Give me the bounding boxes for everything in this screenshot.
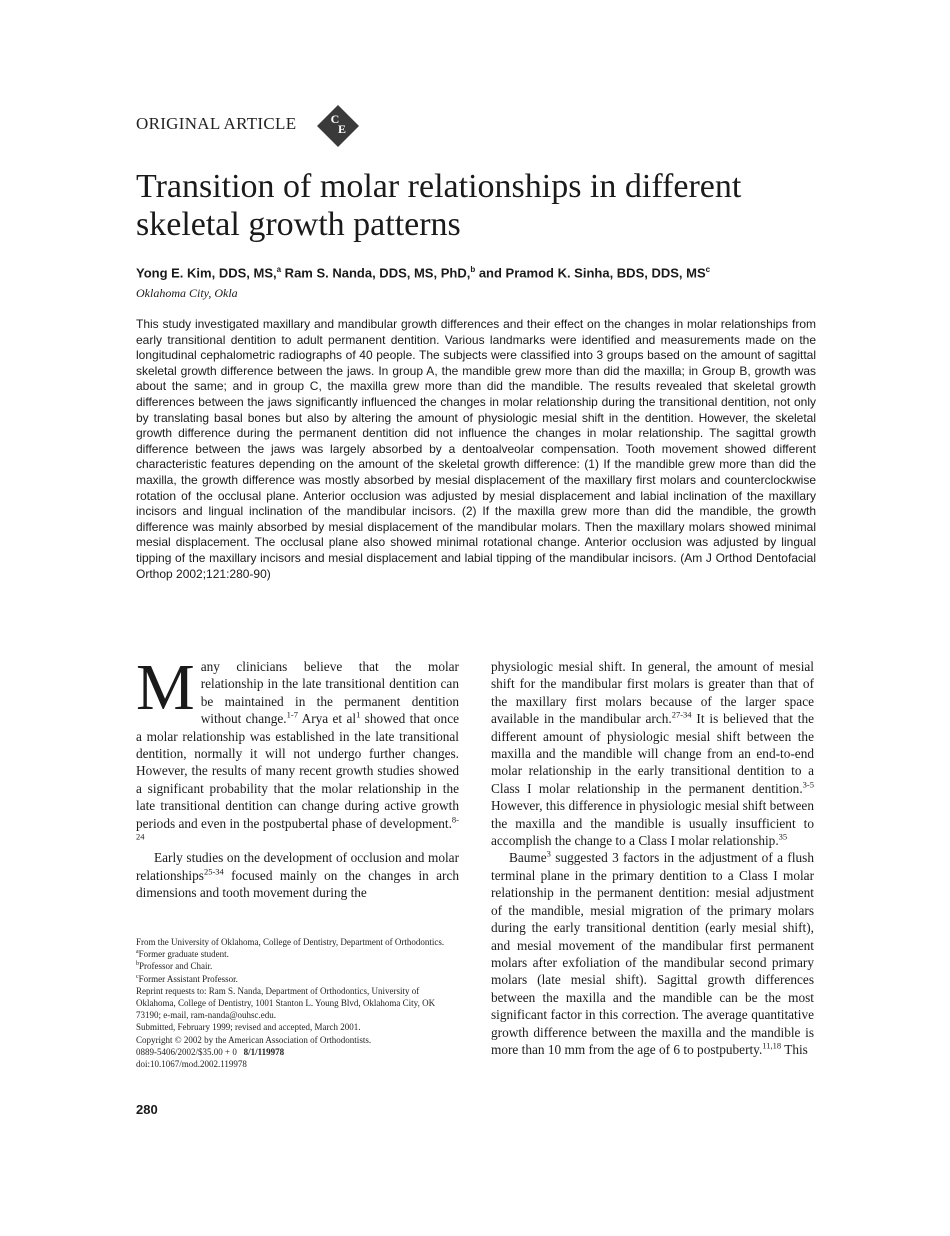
body-text: It is believed that the different amount of physiologic mesial shift between the maxilla and the mandible will change from an end-to-end molar relationship in the early transitional dentition to a Class I molar relationship in the permanent dentition. (491, 711, 814, 796)
body-text: any clinicians believe that the molar relationship in the late transitional dentition can be maintained in the permanent dentition without change. (200, 659, 459, 727)
issn-text: 0889-5406/2002/$35.00 + 0 (136, 1046, 237, 1057)
footnote-mark: c (136, 973, 139, 980)
body-text: Early studies on the development of occlusion and molar relationships (136, 850, 459, 883)
body-text: This (781, 1041, 808, 1057)
citation: 3-5 (802, 779, 814, 790)
article-title: Transition of molar relationships in different skeletal growth patterns (136, 168, 742, 243)
body-paragraph (136, 651, 460, 849)
citation: 11,18 (762, 1040, 782, 1051)
footnote-issn (136, 1046, 459, 1058)
author-3: and Pramod K. Sinha, BDS, DDS, MS (475, 265, 706, 281)
section-label: ORIGINAL ARTICLE (136, 114, 297, 133)
body-text: Arya et al (297, 711, 357, 727)
citation: 1 (356, 709, 361, 720)
footnote-mark: a (136, 949, 139, 956)
footnotes (136, 936, 459, 1070)
article-code: 8/1/119978 (243, 1046, 285, 1057)
footnote-text: Former graduate student. (138, 949, 229, 960)
footnote-c (136, 973, 459, 985)
citation: 35 (778, 831, 788, 842)
citation: 8-24 (136, 814, 459, 842)
footnote-submitted: Submitted, February 1999; revised and accepted, March 2001. (136, 1022, 361, 1033)
body-paragraph (491, 849, 814, 1058)
citation: 25-34 (203, 866, 224, 877)
footnote-doi: doi:10.1067/mod.2002.119978 (136, 1059, 247, 1070)
badge-letter-c: C (330, 112, 340, 126)
body-column-right (491, 658, 814, 1058)
body-text: Baume (509, 850, 547, 866)
author-3-mark: c (705, 265, 711, 274)
body-text: physiologic mesial shift. In general, the amount of mesial shift for the mandibular first molars is greater than that of the maxillary first molars because of the larger space available in the mandibular arch. (491, 659, 814, 727)
page-number: 280 (136, 1102, 158, 1117)
body-text: However, this difference in physiologic mesial shift between the maxilla and the mandible is usually insufficient to accomplish the change to a Class I molar relationship. (491, 798, 814, 849)
footnote-a (136, 948, 459, 960)
badge-letter-e: E (337, 122, 347, 136)
footnote-reprint: Reprint requests to: Ram S. Nanda, Department of Orthodontics, University of Oklahoma, College of Dentistry, 1001 Stanton L. Young Blvd, Oklahoma City, OK 73190; e-mail, ram-nanda@ouhsc.edu. (136, 985, 436, 1021)
citation: 1-7 (286, 709, 298, 720)
author-2: Ram S. Nanda, DDS, MS, PhD, (281, 265, 471, 281)
footnote-copyright: Copyright © 2002 by the American Association of Orthodontists. (136, 1034, 372, 1045)
footnote-affiliation: From the University of Oklahoma, College of Dentistry, Department of Orthodontics. (136, 937, 445, 947)
author-1-mark: a (276, 265, 282, 274)
author-2-mark: b (470, 265, 476, 274)
citation: 3 (546, 849, 551, 860)
footnote-text: Professor and Chair. (139, 961, 213, 972)
footnote-b (136, 960, 459, 972)
footnote-text: Former Assistant Professor. (138, 973, 238, 984)
body-text: showed that once a molar relationship was established in the late transitional dentition, normally it will not undergo further changes. However, the results of many recent growth studies showed a significant probability that the molar relationship in the late transitional dentition can change during active growth periods and even in the postpubertal phase of development. (136, 711, 460, 831)
citation: 27-34 (671, 709, 692, 720)
footnote-mark: b (136, 961, 139, 968)
author-location: Oklahoma City, Okla (136, 286, 238, 300)
body-text: focused mainly on the changes in arch dimensions and tooth movement during the (136, 867, 459, 901)
body-paragraph (491, 658, 814, 849)
abstract: This study investigated maxillary and mandibular growth differences and their effect on the changes in molar relationships from early transitional dentition to adult permanent dentition. Various landmarks were identified and measurements made on the longitudinal cephalometric radiographs of 40 people. The subjects were classified into 3 groups based on the amount of sagittal skeletal growth difference between the jaws. In group A, the mandible grew more than did the maxilla; in Group B, growth was about the same; and in group C, the maxilla grew more than did the mandible. The results revealed that skeletal growth differences between the jaws significantly influenced the changes in molar relationship during the transitional dentition, not only by translating basal bones but also by altering the amount of physiologic mesial shift in the dentition. However, the skeletal growth difference during the permanent dentition did not influence the changes in molar relationship. The sagittal growth difference between the jaws was largely absorbed by a dentoalveolar compensation. Tooth movement showed different characteristic features depending on the amount of the skeletal growth difference: (1) If the mandible grew more than did the maxilla, the growth difference was mostly absorbed by mesial displacement of the maxillary first molars and counterclockwise rotation of the occlusal plane. Anterior occlusion was adjusted by mesial displacement and labial inclination of the maxillary incisors and lingual inclination of the mandibular incisors. (2) If the maxilla grew more than did the mandible, the growth difference was mainly absorbed by mesial displacement of the mandibular molars. Then the maxillary molars showed minimal mesial displacement. The occlusal plane also showed minimal rotational change. Anterior occlusion was adjusted by lingual tipping of the maxillary incisors and mesial displacement and labial tipping of the mandibular incisors. (Am J Orthod Dentofacial Orthop 2002;121:280-90) (136, 317, 816, 581)
author-list (136, 265, 710, 280)
ce-badge-icon (316, 104, 360, 148)
body-paragraph (136, 849, 459, 901)
body-column-left (136, 651, 460, 902)
drop-cap: M (136, 651, 195, 724)
author-1: Yong E. Kim, DDS, MS, (136, 265, 277, 281)
body-text: suggested 3 factors in the adjustment of a flush terminal plane in the primary dentition to a Class I molar relationship in the permanent dentition: mesial adjustment of the mandible, mesial migration of the primary molars during the early transitional dentition (early mesial shift), and mesial movement of the mandibular first permanent molars after exfoliation of the mandibular second primary molars (late mesial shift). Sagittal growth differences between the maxilla and the mandible can be the most significant factor in this correction. The average quantitative growth difference between the maxilla and the mandible is more than 10 mm from the age of 6 to postpuberty. (491, 850, 814, 1057)
